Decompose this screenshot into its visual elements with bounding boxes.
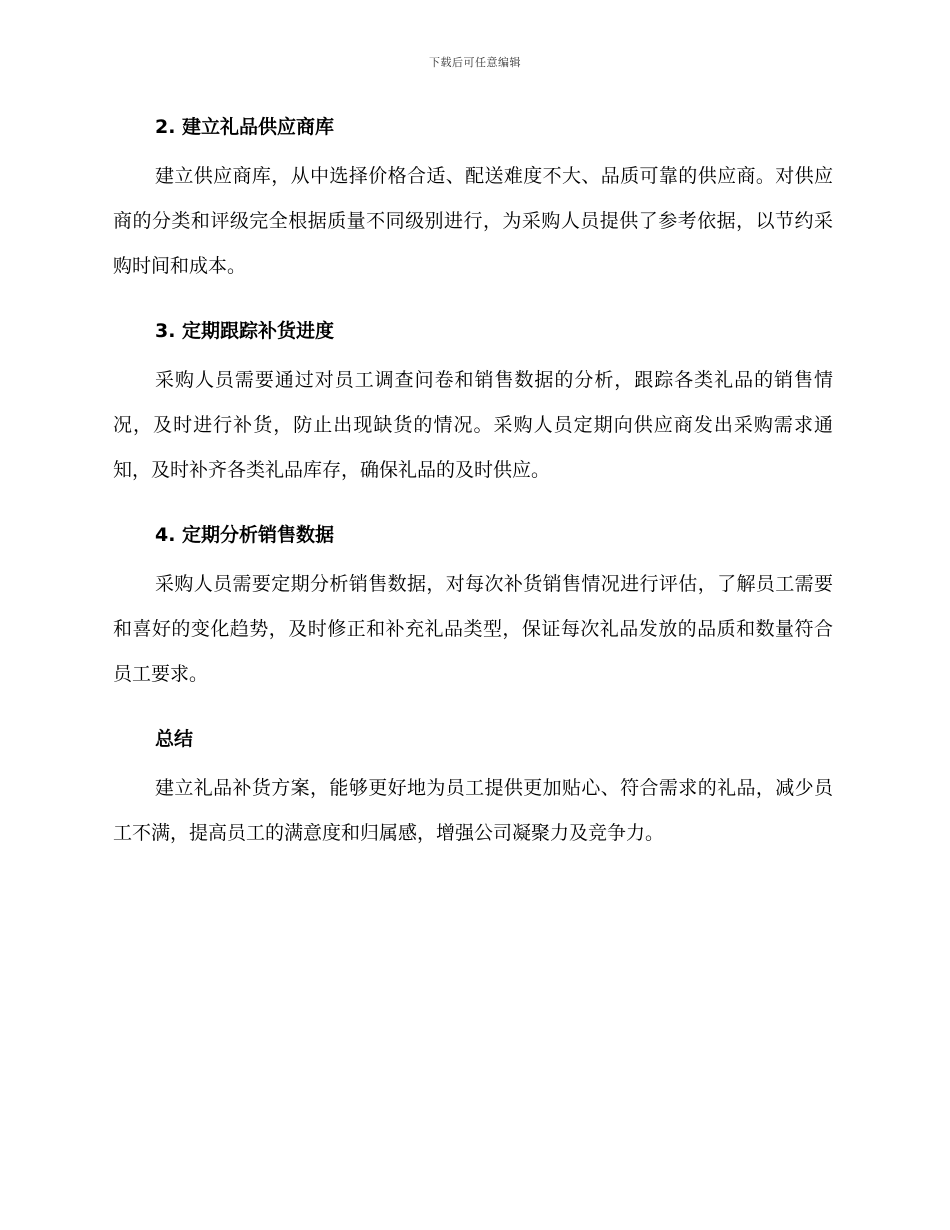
document-body [113,110,833,856]
section-heading: 总结 [155,728,194,750]
section-restock-tracking [113,314,833,493]
section-sales-analysis [113,518,833,697]
section-summary [113,722,833,856]
page-header-note: 下载后可任意编辑 [429,56,521,69]
section-heading: 3. 定期跟踪补货进度 [155,320,335,342]
section-paragraph: 建立供应商库，从中选择价格合适、配送难度不大、品质可靠的供应商。对供应商的分类和评级完全根据质量不同级别进行，为采购人员提供了参考依据，以节约采购时间和成本。 [113,165,833,277]
section-supplier-database [113,110,833,289]
section-paragraph: 采购人员需要定期分析销售数据，对每次补货销售情况进行评估，了解员工需要和喜好的变化趋势，及时修正和补充礼品类型，保证每次礼品发放的品质和数量符合员工要求。 [113,573,833,685]
section-heading: 4. 定期分析销售数据 [155,524,335,546]
section-heading: 2. 建立礼品供应商库 [155,116,335,138]
section-paragraph: 采购人员需要通过对员工调查问卷和销售数据的分析，跟踪各类礼品的销售情况，及时进行补货，防止出现缺货的情况。采购人员定期向供应商发出采购需求通知，及时补齐各类礼品库存，确保礼品的及时供应。 [113,369,833,481]
section-paragraph: 建立礼品补货方案，能够更好地为员工提供更加贴心、符合需求的礼品，减少员工不满，提高员工的满意度和归属感，增强公司凝聚力及竞争力。 [113,777,833,844]
